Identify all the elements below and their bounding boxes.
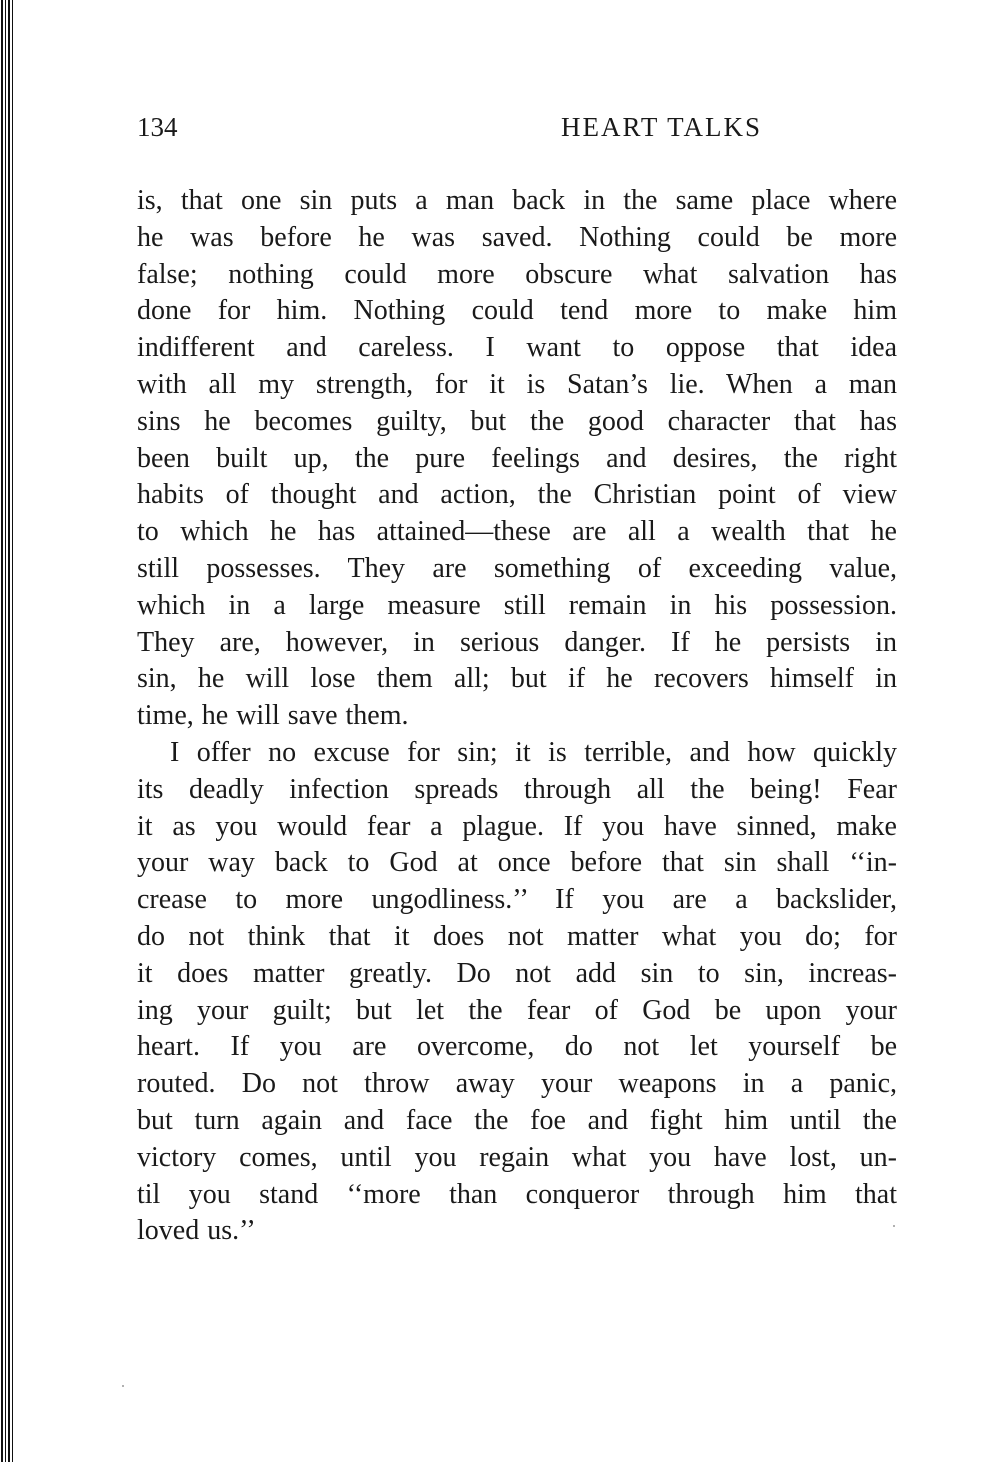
text-line: do not think that it does not matter what you do; for xyxy=(137,920,897,952)
text-line: he was before he was saved. Nothing could be more xyxy=(137,221,897,253)
text-line: victory comes, until you regain what you have lost, un- xyxy=(137,1141,897,1173)
text-line: sin, he will lose them all; but if he recovers himself in xyxy=(137,663,897,695)
paragraph-2 xyxy=(137,735,897,1250)
text-line: false; nothing could more obscure what salvation has xyxy=(137,258,897,290)
text-line: still possesses. They are something of exceeding value, xyxy=(137,552,897,584)
text-line: loved us.’’ xyxy=(137,1215,256,1247)
text-line: ing your guilt; but let the fear of God be upon your xyxy=(137,994,897,1026)
text-line: which in a large measure still remain in his possession. xyxy=(137,589,897,621)
text-line: it as you would fear a plague. If you have sinned, make xyxy=(137,810,897,842)
text-line: to which he has attained—these are all a wealth that he xyxy=(137,516,897,548)
text-line: crease to more ungodliness.’’ If you are a backslider, xyxy=(137,884,897,916)
running-title: HEART TALKS xyxy=(561,112,762,142)
text-line: time, he will save them. xyxy=(137,700,409,732)
text-line: They are, however, in serious danger. If he persists in xyxy=(137,626,897,658)
text-line: its deadly infection spreads through all the being! Fear xyxy=(137,773,897,805)
running-head xyxy=(137,112,897,152)
text-line: it does matter greatly. Do not add sin to sin, increas- xyxy=(137,957,897,989)
print-speck xyxy=(893,1225,895,1227)
text-line: your way back to God at once before that sin shall ‘‘in- xyxy=(137,847,897,879)
print-speck xyxy=(122,1385,124,1387)
text-line: sins he becomes guilty, but the good character that has xyxy=(137,405,897,437)
text-line: but turn again and face the foe and fight him until the xyxy=(137,1104,897,1136)
text-line: habits of thought and action, the Christian point of view xyxy=(137,479,897,511)
text-line: been built up, the pure feelings and desires, the right xyxy=(137,442,897,474)
body-text xyxy=(137,183,897,1250)
text-line: done for him. Nothing could tend more to make him xyxy=(137,295,897,327)
text-line: indifferent and careless. I want to oppose that idea xyxy=(137,332,897,364)
text-line: heart. If you are overcome, do not let yourself be xyxy=(137,1031,897,1063)
text-line: routed. Do not throw away your weapons in a panic, xyxy=(137,1068,897,1100)
text-line: with all my strength, for it is Satan’s lie. When a man xyxy=(137,368,897,400)
text-line: til you stand ‘‘more than conqueror through him that xyxy=(137,1178,897,1210)
text-line: I offer no excuse for sin; it is terrible, and how quickly xyxy=(170,736,897,768)
page-number: 134 xyxy=(137,112,178,142)
paragraph-1 xyxy=(137,183,897,735)
text-line: is, that one sin puts a man back in the same place where xyxy=(137,185,897,216)
